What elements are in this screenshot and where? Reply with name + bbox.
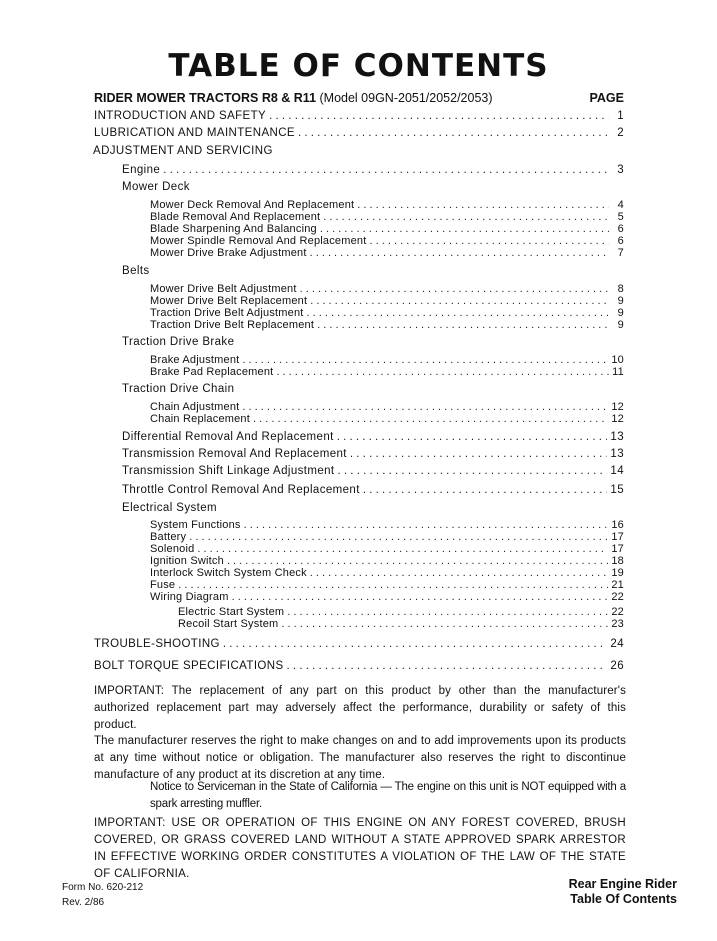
toc-entry-transmission	[122, 448, 624, 460]
toc-entry-label: Engine	[122, 164, 161, 176]
toc-entry-label: Electric Start System	[178, 606, 285, 618]
leader-dots	[227, 555, 608, 567]
toc-entry	[150, 223, 624, 235]
toc-entry-label: Blade Removal And Replacement	[150, 211, 321, 223]
toc-entry	[150, 354, 624, 366]
toc-entry-introduction	[94, 110, 624, 122]
toc-entry-label: BOLT TORQUE SPECIFICATIONS	[94, 660, 284, 672]
toc-entry	[150, 366, 624, 378]
toc-entry-label: Differential Removal And Replacement	[122, 431, 334, 443]
toc-entry	[150, 531, 624, 543]
leader-dots	[370, 235, 609, 247]
toc-entry-page: 13	[610, 448, 624, 460]
toc-entry	[150, 555, 624, 567]
toc-entry-label: Wiring Diagram	[150, 591, 229, 603]
toc-entry-label: Interlock Switch System Check	[150, 567, 307, 579]
leader-dots	[310, 247, 609, 259]
toc-entry-label: Solenoid	[150, 543, 195, 555]
leader-dots	[276, 366, 609, 378]
toc-entry-label: Mower Spindle Removal And Replacement	[150, 235, 367, 247]
toc-entry-label: Transmission Removal And Replacement	[122, 448, 347, 460]
leader-dots	[350, 448, 608, 460]
toc-entry	[150, 591, 624, 603]
leader-dots	[223, 638, 608, 650]
toc-entry-page: 17	[611, 543, 624, 555]
leader-dots	[357, 199, 609, 211]
document-label-line1: Rear Engine Rider	[568, 877, 677, 891]
leader-dots	[178, 579, 608, 591]
toc-entry-page: 18	[611, 555, 624, 567]
toc-entry-page: 8	[617, 283, 624, 295]
toc-entry	[150, 283, 624, 295]
toc-entry-page: 3	[617, 164, 624, 176]
leader-dots	[317, 319, 609, 331]
revision: Rev. 2/86	[62, 897, 105, 908]
toc-entry-page: 6	[617, 223, 624, 235]
toc-entry-label: LUBRICATION AND MAINTENANCE	[94, 127, 295, 139]
subsection-mower-deck: Mower Deck	[122, 181, 190, 193]
page-column-label: PAGE	[589, 91, 624, 105]
toc-entry-bolt-torque	[94, 660, 624, 672]
leader-dots	[287, 606, 608, 618]
subsection-belts: Belts	[122, 265, 150, 277]
leader-dots	[320, 223, 609, 235]
toc-entry	[178, 618, 624, 630]
leader-dots	[298, 127, 609, 139]
product-name: RIDER MOWER TRACTORS R8 & R11	[94, 91, 317, 105]
toc-entry	[150, 295, 624, 307]
toc-entry-engine	[122, 164, 624, 176]
form-info	[62, 880, 143, 910]
toc-entry-label: Blade Sharpening And Balancing	[150, 223, 317, 235]
toc-entry-label: Mower Drive Belt Adjustment	[150, 283, 297, 295]
toc-entry-label: TROUBLE-SHOOTING	[94, 638, 220, 650]
leader-dots	[281, 618, 608, 630]
toc-entry-label: Mower Drive Belt Replacement	[150, 295, 308, 307]
toc-entry-page: 12	[611, 401, 624, 413]
leader-dots	[232, 591, 609, 603]
toc-entry	[150, 247, 624, 259]
toc-heading	[94, 91, 624, 105]
toc-entry-page: 1	[617, 110, 624, 122]
leader-dots	[363, 484, 608, 496]
toc-entry-troubleshooting	[94, 638, 624, 650]
toc-entry-label: Chain Replacement	[150, 413, 251, 425]
toc-entry-page: 21	[611, 579, 624, 591]
important-notice-parts: IMPORTANT: The replacement of any part on this product by other than the manufacturer's authorized replacement part may adversely affect the performance, durability or safety of this product.	[94, 685, 626, 731]
toc-entry-label: Battery	[150, 531, 187, 543]
form-number: Form No. 620-212	[62, 882, 144, 893]
toc-entry-label: Mower Deck Removal And Replacement	[150, 199, 355, 211]
toc-entry	[150, 307, 624, 319]
subsection-traction-drive-brake: Traction Drive Brake	[122, 336, 235, 348]
leader-dots	[244, 519, 609, 531]
toc-entry-page: 23	[611, 618, 624, 630]
manufacturer-notice: The manufacturer reserves the right to make changes on and to add improvements upon its products at any time without notice or obligation. The manufacturer also reserves the right to discontinue manufacture of any product at its discretion at any time.	[94, 735, 626, 781]
product-heading	[94, 91, 493, 105]
toc-entry	[150, 579, 624, 591]
toc-entry-page: 11	[612, 366, 624, 378]
toc-entry	[150, 413, 624, 425]
leader-dots	[253, 413, 608, 425]
toc-entry-label: Chain Adjustment	[150, 401, 240, 413]
toc-entry	[150, 211, 624, 223]
important-notice-spark-arrestor: IMPORTANT: USE OR OPERATION OF THIS ENGINE ON ANY FOREST COVERED, BRUSH COVERED, OR GRASS COVERED LAND WITHOUT A STATE APPROVED SPARK ARRESTOR IN EFFECTIVE WORKING ORDER CONSTITUTES A VIOLATION OF THE LAW OF THE STATE OF CALIFORNIA.	[94, 817, 626, 880]
document-label-line2: Table Of Contents	[570, 892, 677, 906]
leader-dots	[337, 431, 608, 443]
toc-entry-label: Brake Pad Replacement	[150, 366, 274, 378]
toc-entry-page: 9	[617, 307, 624, 319]
toc-entry-shift-linkage	[122, 465, 624, 477]
toc-entry	[150, 319, 624, 331]
leader-dots	[197, 543, 608, 555]
toc-entry-page: 4	[617, 199, 624, 211]
leader-dots	[323, 211, 609, 223]
leader-dots	[307, 307, 609, 319]
toc-entry-label: Traction Drive Belt Replacement	[150, 319, 315, 331]
toc-entry-page: 24	[610, 638, 624, 650]
toc-entry-label: INTRODUCTION AND SAFETY	[94, 110, 267, 122]
toc-entry-page: 14	[610, 465, 624, 477]
toc-entry-label: Transmission Shift Linkage Adjustment	[122, 465, 335, 477]
toc-entry-page: 19	[611, 567, 624, 579]
toc-entry-label: Traction Drive Belt Adjustment	[150, 307, 304, 319]
leader-dots	[300, 283, 609, 295]
leader-dots	[189, 531, 608, 543]
toc-entry-label: Throttle Control Removal And Replacement	[122, 484, 360, 496]
toc-entry-page: 26	[610, 660, 624, 672]
toc-entry-page: 10	[611, 354, 624, 366]
toc-entry-page: 9	[617, 319, 624, 331]
leader-dots	[163, 164, 609, 176]
subsection-traction-drive-chain: Traction Drive Chain	[122, 383, 235, 395]
toc-entry-page: 22	[611, 606, 624, 618]
toc-entry-page: 12	[611, 413, 624, 425]
california-notice: Notice to Serviceman in the State of California — The engine on this unit is NOT equipped with a spark arresting muffler.	[150, 781, 626, 810]
leader-dots	[310, 567, 609, 579]
section-adjustment-servicing: ADJUSTMENT AND SERVICING	[93, 145, 273, 157]
leader-dots	[287, 660, 608, 672]
leader-dots	[269, 110, 609, 122]
toc-entry	[150, 235, 624, 247]
toc-entry	[150, 199, 624, 211]
toc-entry-page: 2	[617, 127, 624, 139]
toc-entry-throttle	[122, 484, 624, 496]
leader-dots	[242, 354, 608, 366]
toc-entry-page: 22	[611, 591, 624, 603]
toc-entry	[150, 543, 624, 555]
leader-dots	[310, 295, 609, 307]
toc-entry-page: 5	[617, 211, 624, 223]
toc-entry-label: Brake Adjustment	[150, 354, 240, 366]
document-label	[569, 877, 677, 907]
leader-dots	[242, 401, 608, 413]
toc-entry-page: 15	[610, 484, 624, 496]
toc-entry-label: System Functions	[150, 519, 241, 531]
toc-entry-page: 16	[611, 519, 624, 531]
toc-entry-page: 9	[617, 295, 624, 307]
page-title: TABLE OF CONTENTS	[168, 48, 549, 84]
toc-entry-label: Mower Drive Brake Adjustment	[150, 247, 307, 259]
toc-entry	[150, 567, 624, 579]
toc-entry-label: Recoil Start System	[178, 618, 279, 630]
toc-entry-lubrication	[94, 127, 624, 139]
toc-entry-page: 13	[610, 431, 624, 443]
toc-entry-label: Fuse	[150, 579, 176, 591]
toc-entry-page: 7	[617, 247, 624, 259]
model-number: (Model 09GN-2051/2052/2053)	[319, 91, 493, 105]
toc-entry	[150, 519, 624, 531]
toc-entry	[150, 401, 624, 413]
toc-entry-differential	[122, 431, 624, 443]
toc-entry-page: 6	[617, 235, 624, 247]
subsection-electrical-system: Electrical System	[122, 502, 217, 514]
toc-entry	[178, 606, 624, 618]
toc-entry-label: Ignition Switch	[150, 555, 224, 567]
leader-dots	[338, 465, 608, 477]
toc-entry-page: 17	[611, 531, 624, 543]
